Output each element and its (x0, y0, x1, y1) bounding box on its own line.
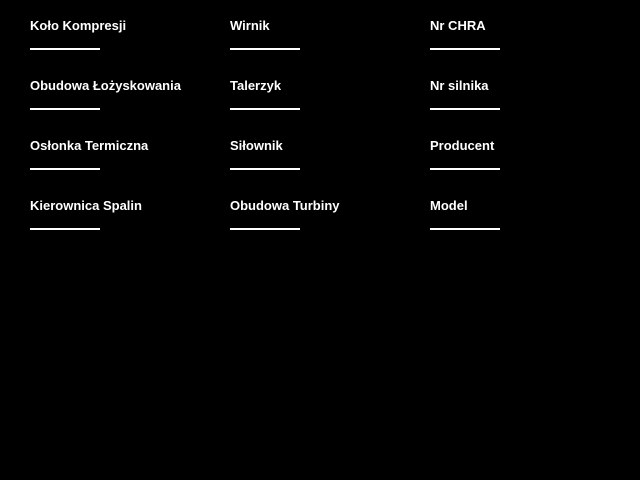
field-value-line-wirnik[interactable] (230, 48, 300, 50)
field-label-obudowa-turbiny: Obudowa Turbiny (230, 198, 340, 213)
field-label-talerzyk: Talerzyk (230, 78, 282, 93)
field-obudowa-lozyskowania (30, 79, 220, 113)
field-kierownica-spalin (30, 199, 220, 233)
field-obudowa-turbiny (230, 199, 420, 233)
field-kolo-kompresji (30, 19, 220, 53)
field-label-silownik: Siłownik (230, 138, 283, 153)
field-model (430, 199, 620, 233)
field-value-line-obudowa-turbiny[interactable] (230, 228, 300, 230)
field-value-line-kierownica-spalin[interactable] (30, 228, 100, 230)
field-label-obudowa-lozyskowania: Obudowa Łożyskowania (30, 78, 181, 93)
field-value-line-obudowa-lozyskowania[interactable] (30, 108, 100, 110)
field-value-line-kolo-kompresji[interactable] (30, 48, 100, 50)
field-value-line-nr-chra[interactable] (430, 48, 500, 50)
field-label-producent: Producent (430, 138, 495, 153)
field-label-kierownica-spalin: Kierownica Spalin (30, 198, 142, 213)
field-value-line-silownik[interactable] (230, 168, 300, 170)
field-label-nr-silnika: Nr silnika (430, 78, 489, 93)
field-label-kolo-kompresji: Koło Kompresji (30, 18, 127, 33)
field-value-line-model[interactable] (430, 228, 500, 230)
field-value-line-oslonka-termiczna[interactable] (30, 168, 100, 170)
field-talerzyk (230, 79, 420, 113)
field-value-line-producent[interactable] (430, 168, 500, 170)
field-label-model: Model (430, 198, 468, 213)
field-wirnik (230, 19, 420, 53)
field-silownik (230, 139, 420, 173)
field-nr-silnika (430, 79, 620, 113)
field-producent (430, 139, 620, 173)
field-label-oslonka-termiczna: Osłonka Termiczna (30, 138, 149, 153)
field-oslonka-termiczna (30, 139, 220, 173)
field-value-line-nr-silnika[interactable] (430, 108, 500, 110)
field-label-nr-chra: Nr CHRA (430, 18, 486, 33)
field-nr-chra (430, 19, 620, 53)
field-value-line-talerzyk[interactable] (230, 108, 300, 110)
field-label-wirnik: Wirnik (230, 18, 270, 33)
